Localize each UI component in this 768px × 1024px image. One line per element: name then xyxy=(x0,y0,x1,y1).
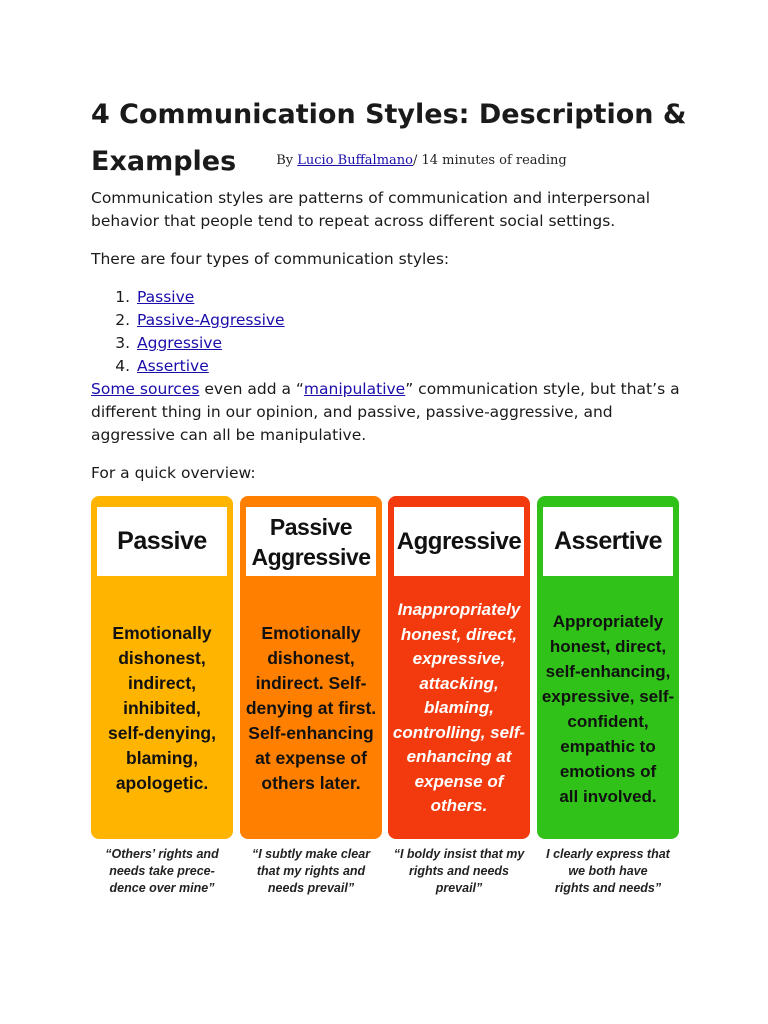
overview-paragraph: For a quick overview: xyxy=(91,464,256,482)
assertive-column xyxy=(537,496,679,895)
list-item xyxy=(135,286,691,309)
passive-aggressive-card xyxy=(240,496,382,839)
article-title xyxy=(91,92,691,185)
passive-aggressive-quote: “I subtly make clear that my rights and needs prevail” xyxy=(251,847,371,895)
assertive-card xyxy=(537,496,679,839)
intro-paragraph: Communication styles are patterns of communication and interpersonal behavior that people tend to repeat across different social settings. xyxy=(91,189,651,230)
assertive-description: Appropriately honest, direct, self-enhancing, expressive, self- confident, empathic to emotions of all involved. xyxy=(541,611,675,806)
passive-aggressive-link[interactable]: Passive-Aggressive xyxy=(137,311,285,329)
some-sources-link[interactable]: Some sources xyxy=(91,380,200,398)
title-line-1: 4 Communication Styles: Description & xyxy=(91,99,687,130)
author-link[interactable]: Lucio Buffalmano xyxy=(297,153,413,168)
types-intro-paragraph: There are four types of communication styles: xyxy=(91,250,450,268)
passive-heading: Passive xyxy=(97,507,227,576)
byline-by: By xyxy=(276,153,294,168)
sources-text-1: even add a “ xyxy=(199,380,304,398)
list-item xyxy=(135,355,691,378)
assertive-heading: Assertive xyxy=(543,507,673,576)
aggressive-description: Inappropriately honest, direct, expressive, attacking, blaming, controlling, self- enhancing at expense of others. xyxy=(392,600,526,816)
passive-description: Emotionally dishonest, indirect, inhibited, self-denying, blaming, apologetic. xyxy=(108,623,216,793)
styles-list xyxy=(91,286,691,378)
passive-quote: “Others’ rights and needs take prece- dence over mine” xyxy=(105,847,219,895)
sources-text-2: ” communication style, but that’s a different thing in our opinion, and passive, passive-aggressive, and aggressive can all be manipulative. xyxy=(91,380,680,444)
aggressive-card xyxy=(388,496,530,839)
passive-link[interactable]: Passive xyxy=(137,288,195,306)
title-line-2: Examples xyxy=(91,146,237,177)
passive-aggressive-column xyxy=(240,496,382,895)
passive-column xyxy=(91,496,233,895)
aggressive-column xyxy=(388,496,530,895)
byline xyxy=(276,153,567,168)
sources-paragraph xyxy=(91,378,691,447)
byline-reading-time: / 14 minutes of reading xyxy=(412,153,567,168)
aggressive-quote: “I boldy insist that my rights and needs prevail” xyxy=(393,847,525,895)
passive-aggressive-description: Emotionally dishonest, indirect. Self- denying at first. Self-enhancing at expense of others later. xyxy=(245,623,377,793)
passive-card xyxy=(91,496,233,839)
communication-styles-infographic xyxy=(91,496,679,900)
assertive-link[interactable]: Assertive xyxy=(137,357,209,375)
passive-aggressive-heading: Passive Aggressive xyxy=(246,507,376,576)
assertive-quote: I clearly express that we both have rights and needs” xyxy=(546,847,670,895)
article xyxy=(91,92,691,485)
list-item xyxy=(135,332,691,355)
aggressive-heading: Aggressive xyxy=(394,507,524,576)
aggressive-link[interactable]: Aggressive xyxy=(137,334,223,352)
list-item xyxy=(135,309,691,332)
manipulative-link[interactable]: manipulative xyxy=(303,380,406,398)
